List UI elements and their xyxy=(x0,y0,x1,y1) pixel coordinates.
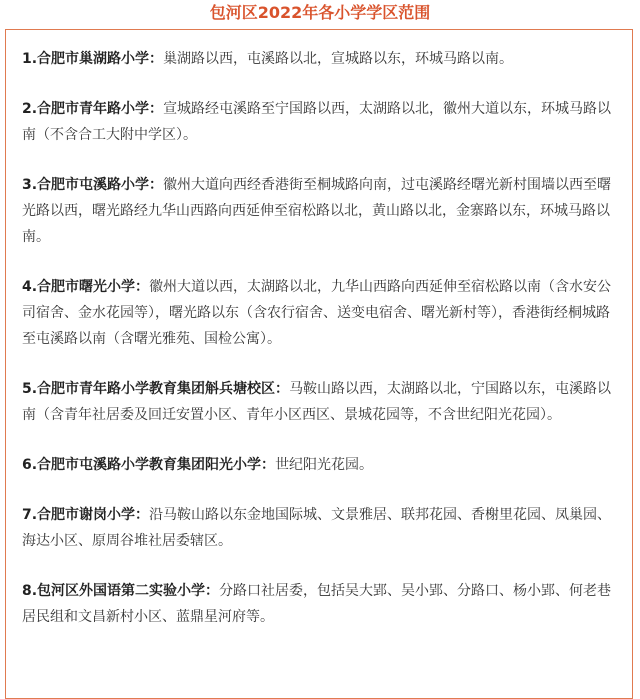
district-range: 徽州大道向西经香港街至桐城路向南，过屯溪路经曙光新村围墙以西至曙光路以西，曙光路经九华山西路向西延伸至宿松路以北，黄山路以北，金寨路以东，环城马路以南。 xyxy=(22,177,612,245)
list-item xyxy=(22,172,620,250)
school-name: 6.合肥市屯溪路小学教育集团阳光小学： xyxy=(22,457,276,473)
list-item xyxy=(22,578,620,630)
list-item xyxy=(22,502,620,554)
list-item xyxy=(22,96,620,148)
district-range: 巢湖路以西，屯溪路以北，宣城路以东，环城马路以南。 xyxy=(163,51,514,67)
district-range: 马鞍山路以西，太湖路以北，宁国路以东，屯溪路以南（含青年社居委及回迁安置小区、青年小区西区、景城花园等，不含世纪阳光花园）。 xyxy=(22,381,612,423)
list-item xyxy=(22,376,620,428)
district-range: 分路口社居委，包括吴大郢、吴小郢、分路口、杨小郢、何老巷居民组和文昌新村小区、蓝鼎星河府等。 xyxy=(22,583,612,625)
list-item xyxy=(22,46,620,72)
school-name: 5.合肥市青年路小学教育集团斛兵塘校区： xyxy=(22,381,290,397)
school-name: 1.合肥市巢湖路小学： xyxy=(22,51,164,67)
school-name: 3.合肥市屯溪路小学： xyxy=(22,177,164,193)
district-range: 世纪阳光花园。 xyxy=(275,457,374,473)
district-range: 宣城路经屯溪路至宁国路以西，太湖路以北，徽州大道以东，环城马路以南（不含合工大附中学区）。 xyxy=(22,101,612,143)
list-item xyxy=(22,274,620,352)
district-range: 沿马鞍山路以东金地国际城、文景雅居、联邦花园、香榭里花园、凤巢园、海达小区、原周谷堆社居委辖区。 xyxy=(22,507,612,549)
school-name: 8.包河区外国语第二实验小学： xyxy=(22,583,220,599)
school-name: 7.合肥市谢岗小学： xyxy=(22,507,150,523)
school-name: 2.合肥市青年路小学： xyxy=(22,101,164,117)
page-title: 包河区2022年各小学学区范围 xyxy=(209,3,431,22)
school-name: 4.合肥市曙光小学： xyxy=(22,279,150,295)
district-range: 徽州大道以西，太湖路以北，九华山西路向西延伸至宿松路以南（含水安公司宿舍、金水花园等），曙光路以东（含农行宿舍、送变电宿舍、曙光新村等），香港街经桐城路至屯溪路以南（含曙光雅苑、国检公寓）。 xyxy=(22,279,612,347)
list-item xyxy=(22,452,620,478)
school-district-list xyxy=(5,29,633,699)
